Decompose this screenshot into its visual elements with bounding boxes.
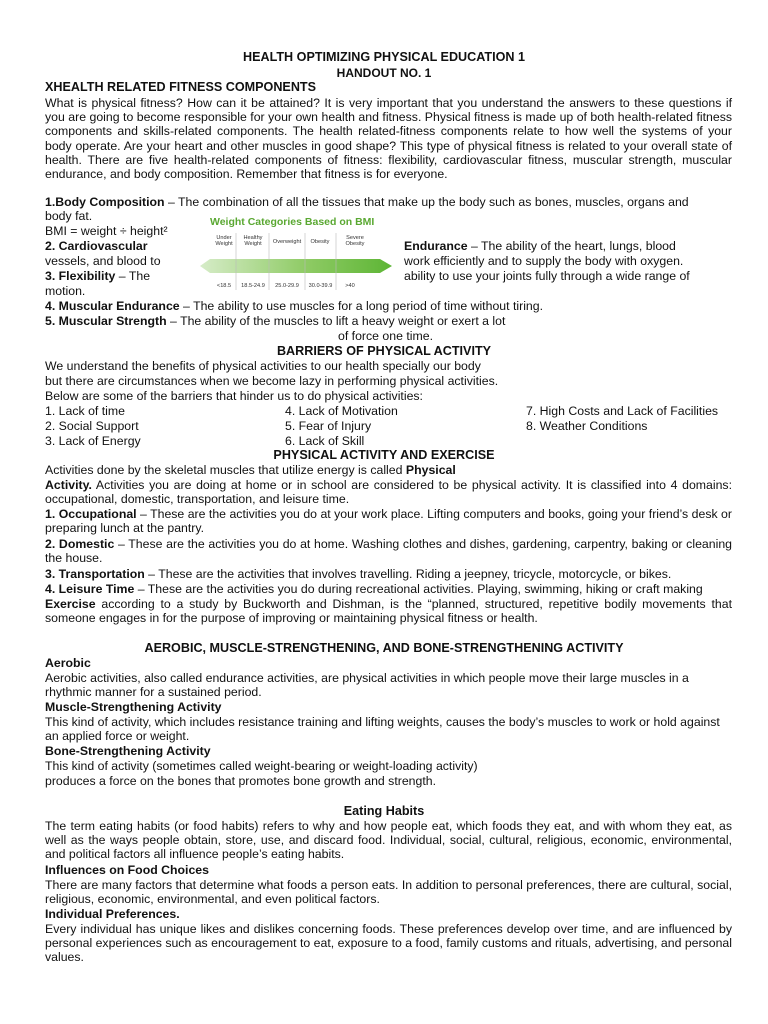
barrier-item: 1. Lack of time	[45, 404, 125, 418]
bmi-range-healthy: 18.5-24.9	[241, 283, 265, 289]
bmi-range-severe-obesity: >40	[345, 283, 355, 289]
bmi-range-obesity: 30.0-39.9	[308, 283, 333, 289]
bmi-weight-categories-figure	[196, 215, 396, 290]
domain-transportation: 3. Transportation – These are the activities that involves travelling. Riding a jeepney, tricycle, motorcycle, or bikes.	[45, 567, 672, 581]
component-cardiovascular-right-cont: work efficiently and to supply the body with oxygen.	[404, 254, 684, 268]
aerobic-heading: Aerobic	[45, 656, 91, 670]
component-cardiovascular-left: 2. Cardiovascular	[45, 239, 148, 253]
section-heading-eating-habits: Eating Habits	[343, 804, 425, 818]
barrier-item: 6. Lack of Skill	[285, 434, 365, 448]
bmi-category-healthy: Healthy Weight	[243, 235, 263, 248]
component-flexibility-left: 3. Flexibility – The	[45, 269, 151, 283]
barrier-item: 4. Lack of Motivation	[285, 404, 398, 418]
bmi-range-overweight: 25.0-29.9	[275, 283, 299, 289]
component-muscular-strength: 5. Muscular Strength – The ability of the muscles to lift a heavy weight or exert a lot	[45, 314, 506, 328]
bmi-formula: BMI = weight ÷ height²	[45, 224, 168, 238]
bmi-category-overweight: Overweight	[272, 239, 302, 245]
barriers-intro-line-2: but there are circumstances when we become lazy in performing physical activities.	[45, 374, 499, 388]
bmi-category-obesity: Obesity	[310, 239, 330, 245]
influences-heading: Influences on Food Choices	[45, 863, 209, 877]
exercise-definition: Exercise according to a study by Buckworth and Dishman, is the “planned, structured, repetitive bodily movements that someone engages in for the purpose of improving or maintaining physical fitness or health.	[45, 597, 732, 626]
individual-preferences-heading: Individual Preferences.	[45, 907, 180, 921]
physical-activity-domains-paragraph: Activity. Activities you are doing at home or in school are considered to be physical activity. It is classified into 4 domains: occupational, domestic, transportation, and leisure time.	[45, 478, 732, 507]
page-title: HEALTH OPTIMIZING PHYSICAL EDUCATION 1	[243, 50, 525, 64]
individual-preferences-paragraph: Every individual has unique likes and dislikes concerning foods. These preferences develop over time, and are influenced by personal experiences such as encouragement to eat, exposure to a food, family customs and rituals, advertising, and personal values.	[45, 922, 732, 965]
bone-strengthening-line-1: This kind of activity (sometimes called weight-bearing or weight-loading activity)	[45, 759, 478, 773]
eating-habits-paragraph: The term eating habits (or food habits) refers to why and how people eat, which foods they eat, and with whom they eat, as well as the ways people obtain, store, use, and discard food. Individual, social, cultural, religious, economic, environmental, and political factors all influence people’s eating habits.	[45, 819, 732, 862]
component-cardiovascular-left-cont: vessels, and blood to	[45, 254, 161, 268]
barriers-intro-line-1: We understand the benefits of physical activities to our health specially our body	[45, 359, 481, 373]
barrier-item: 2. Social Support	[45, 419, 139, 433]
section-heading-aerobic-activity: AEROBIC, MUSCLE-STRENGTHENING, AND BONE-STRENGTHENING ACTIVITY	[144, 641, 624, 655]
fitness-intro-paragraph: What is physical fitness? How can it be attained? It is very important that you understand the answers to these questions if you are going to become responsible for your own health and fitness. Physical fitness is made up of both health-related fitness components and skills-related components. The health related-fitness components relate to how well the systems of your body operate. Are your heart and other muscles in good shape? This type of physical fitness is related to your overall state of health. There are five health-related components of fitness: flexibility, cardiovascular fitness, muscular strength, muscular endurance, and body composition. Remember that fitness is for everyone.	[45, 96, 732, 182]
component-cardiovascular-right: Endurance – The ability of the heart, lungs, blood	[404, 239, 676, 253]
component-body-composition-cont: body fat.	[45, 209, 93, 223]
bmi-range-underweight: <18.5	[216, 283, 232, 289]
section-heading-barriers: BARRIERS OF PHYSICAL ACTIVITY	[276, 344, 492, 358]
bmi-category-underweight: Under Weight	[215, 235, 233, 248]
barrier-item: 3. Lack of Energy	[45, 434, 141, 448]
barriers-intro-line-3: Below are some of the barriers that hinder us to do physical activities:	[45, 389, 423, 403]
barrier-item: 8. Weather Conditions	[526, 419, 648, 433]
page-subtitle: HANDOUT NO. 1	[336, 66, 432, 80]
component-muscular-endurance: 4. Muscular Endurance – The ability to use muscles for a long period of time without tiring.	[45, 299, 544, 313]
domain-occupational: 1. Occupational – These are the activities you do at your work place. Lifting computers and books, going your friend’s desk or preparing lunch at the pantry.	[45, 507, 732, 536]
component-flexibility-right: ability to use your joints fully through a wide range of	[404, 269, 690, 283]
component-muscular-strength-cont: of force one time.	[338, 329, 434, 343]
muscle-strengthening-heading: Muscle-Strengthening Activity	[45, 700, 222, 714]
domain-leisure-time: 4. Leisure Time – These are the activities you do during recreational activities. Playing, swimming, hiking or craft making	[45, 582, 703, 596]
section-heading-fitness-components: XHEALTH RELATED FITNESS COMPONENTS	[45, 80, 317, 94]
component-flexibility-left-cont: motion.	[45, 284, 86, 298]
bmi-figure-title: Weight Categories Based on BMI	[210, 216, 375, 228]
aerobic-paragraph: Aerobic activities, also called endurance activities, are physical activities in which people move their large muscles in a rhythmic manner for a sustained period.	[45, 671, 689, 700]
bmi-category-severe-obesity: Severe Obesity	[345, 235, 365, 248]
component-body-composition: 1.Body Composition – The combination of all the tissues that make up the body such as bones, muscles, organs and	[45, 195, 689, 209]
barrier-item: 5. Fear of Injury	[285, 419, 372, 433]
physical-activity-definition: Activities done by the skeletal muscles that utilize energy is called Physical	[45, 463, 456, 477]
muscle-strengthening-paragraph: This kind of activity, which includes resistance training and lifting weights, causes the body’s muscles to work or hold against an applied force or weight.	[45, 715, 720, 744]
barrier-item: 7. High Costs and Lack of Facilities	[526, 404, 719, 418]
section-heading-physical-activity: PHYSICAL ACTIVITY AND EXERCISE	[273, 448, 495, 462]
domain-domestic: 2. Domestic – These are the activities you do at home. Washing clothes and dishes, gardening, carpentry, baking or cleaning the house.	[45, 537, 732, 566]
influences-paragraph: There are many factors that determine what foods a person eats. In addition to personal preferences, there are cultural, social, religious, economic, environmental, and even political factors.	[45, 878, 732, 907]
bone-strengthening-heading: Bone-Strengthening Activity	[45, 744, 211, 758]
bone-strengthening-line-2: produces a force on the bones that promotes bone growth and strength.	[45, 774, 437, 788]
